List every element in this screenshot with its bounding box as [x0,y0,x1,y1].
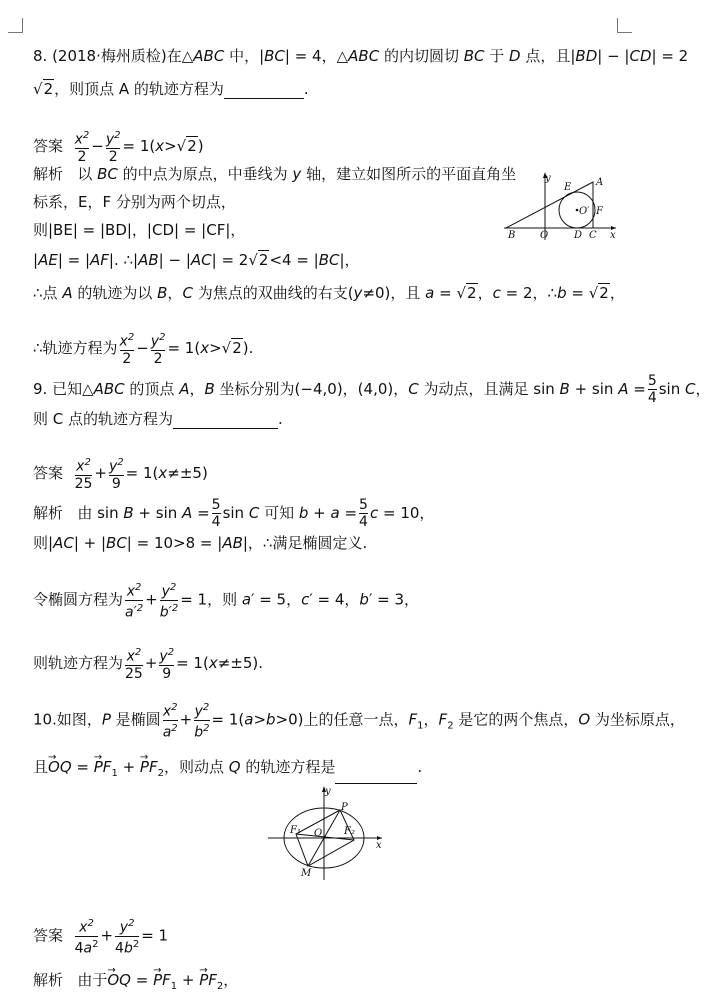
q10-answer: 答案 $\frac{x^2}{4a^2}$ + $\frac{y^2}{4b^2}$ = 1 [33,918,169,957]
q8-analysis-line2: 标系，E，F 分别为两个切点， [33,193,236,211]
incircle-coordinate-figure [500,170,620,242]
fig1-label-F: F [596,206,603,217]
fig2-label-y: y [325,786,331,797]
fig2-label-F2: F₂ [344,826,355,837]
fig2-label-O: O [314,828,323,839]
q8-stem-line2: √2，则顶点 A 的轨迹方程为 . [33,80,309,98]
q10-stem-line2: 且→ OQ = → $PF_1$ + → $PF_2$，则动点 Q 的轨迹方程是 . [33,757,422,784]
fig2-label-P: P [341,802,348,813]
q9-analysis-line4: 则轨迹方程为 $\frac{x^2}{25}$ + $\frac{y^2}{9}$ = 1(x≠±5). [33,647,264,682]
fig1-label-B: B [508,230,516,241]
fig2-label-x: x [376,840,382,851]
q9-analysis-line2: 则|AC| + |BC| = 10>8 = |AB|，∴满足椭圆定义. [33,534,368,552]
fig2-label-F1: F₁ [290,825,301,836]
fig2-label-M: M [301,868,312,879]
q9-stem-line1: 9. 已知△ABC 的顶点 A，B 坐标分别为(−4,0)，(4,0)，C 为动点，且满足 sin B + sin A = $\frac{5}{4}$ sin C， [33,373,711,406]
q9-analysis-line1: 解析 由 sin B + sin A = $\frac{5}{4}$ sin C 可知 b + a = $\frac{5}{4}$ c = 10， [33,497,435,530]
fig1-label-C: C [589,230,597,241]
fig1-label-y: y [545,173,551,184]
q10-analysis-line1: 解析 由于→ OQ = → $PF_1$ + → $PF_2$， [33,970,238,997]
q8-analysis-line3: 则|BE| = |BD|，|CD| = |CF|， [33,221,246,239]
q9-stem-line2: 则 C 点的轨迹方程为 . [33,410,283,428]
fig1-label-D: D [574,230,583,241]
q8-analysis-line1: 解析 以 BC 的中点为原点，中垂线为 y 轴，建立如图所示的平面直角坐 [33,165,517,183]
margin-corner-mark [8,18,23,33]
q8-stem-line1: 8. (2018·梅州质检)在△ABC 中，|BC| = 4，△ABC 的内切圆切 BC 于 D 点，且|BD| − |CD| = 2 [33,47,689,65]
fig1-label-O: O [540,230,549,241]
margin-corner-mark [617,18,632,33]
fig1-label-x: x [610,230,616,241]
fig1-label-A: A [596,177,604,188]
fig1-label-E: E [564,182,572,193]
q9-analysis-line3: 令椭圆方程为 $\frac{x^2}{a'^2}$ + $\frac{y^2}{b'^2}$ = 1，则 a′ = 5，c′ = 4，b′ = 3， [33,582,420,621]
q10-stem-line1: 10.如图，P 是椭圆 $\frac{x^2}{a^2}$ + $\frac{y^2}{b^2}$ = 1(a>b>0)上的任意一点，$F_1$，$F_2$ 是它的两个焦点，O 为坐标原点， [33,702,685,741]
ellipse-focus-figure [268,784,384,882]
q8-analysis-line4: |AE| = |AF|. ∴|AB| − |AC| = 2√2<4 = |BC|， [33,251,360,269]
q8-analysis-line5: ∴点 A 的轨迹为以 B，C 为焦点的双曲线的右支(y≠0)，且 a = √2，c = 2，∴b = √2， [33,284,625,302]
q9-answer: 答案 $\frac{x^2}{25}$ + $\frac{y^2}{9}$ = 1(x≠±5) [33,457,208,492]
fig1-label-O1: O′ [579,206,590,217]
q8-answer: 答案 $\frac{x^2}{2}$ − $\frac{y^2}{2}$ = 1(x>√2) [33,130,204,165]
q8-analysis-line6: ∴轨迹方程为 $\frac{x^2}{2}$ − $\frac{y^2}{2}$ = 1(x>√2). [33,332,254,367]
